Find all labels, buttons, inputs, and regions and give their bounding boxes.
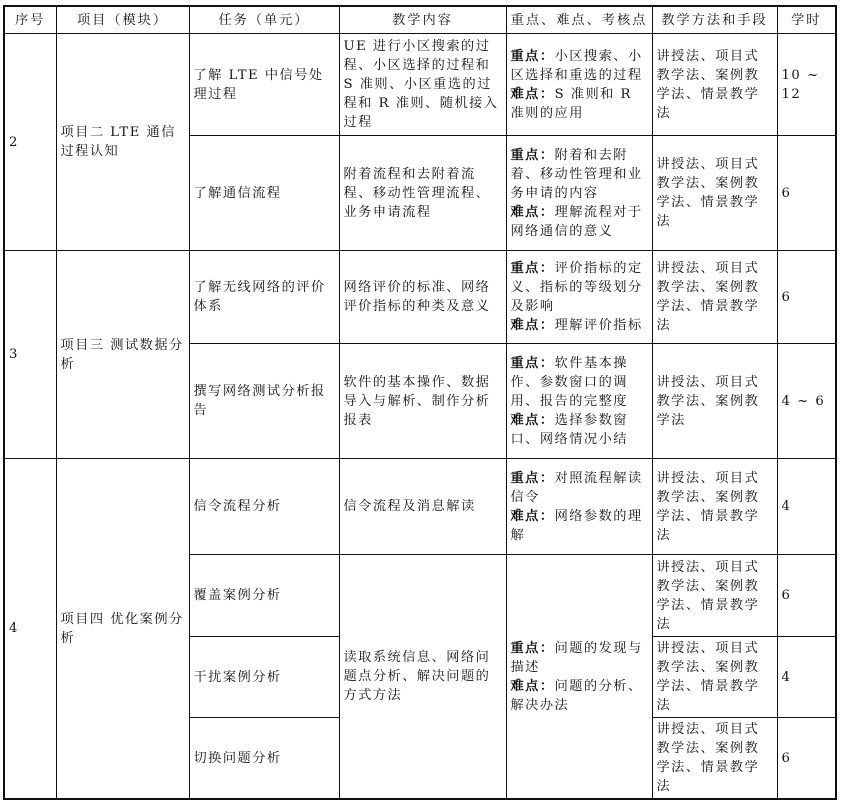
project-cell: 项目三 测试数据分析 — [56, 251, 189, 459]
keypoints-cell — [506, 251, 652, 344]
content-cell: 信令流程及消息解读 — [339, 459, 506, 555]
table-row — [4, 459, 836, 555]
course-table — [3, 5, 837, 800]
key-text: 问题的发现与描述 — [510, 640, 643, 675]
header-hours: 学时 — [777, 6, 836, 34]
method-cell: 讲授法、项目式教学法、案例教学法、情景教学法 — [652, 459, 777, 555]
hours-cell: 4 — [777, 637, 836, 718]
hours-cell: 6 — [777, 251, 836, 344]
difficulty-text: S 准则和 R 准则的应用 — [510, 86, 632, 121]
project-cell: 项目四 优化案例分析 — [56, 459, 189, 800]
difficulty-text: 理解流程对于网络通信的意义 — [510, 204, 643, 239]
difficulty-label: 难点： — [510, 318, 555, 333]
hours-cell: 6 — [777, 136, 836, 251]
table-row — [4, 251, 836, 344]
task-cell: 了解 LTE 中信号处理过程 — [189, 34, 339, 136]
key-label: 重点： — [510, 355, 555, 371]
method-cell: 讲授法、项目式教学法、案例教学法、情景教学法 — [652, 718, 777, 800]
task-cell: 切换问题分析 — [189, 718, 339, 800]
task-cell: 信令流程分析 — [189, 459, 339, 555]
keypoints-cell — [506, 34, 652, 136]
task-cell: 了解通信流程 — [189, 136, 339, 251]
header-project: 项目（模块） — [56, 6, 189, 34]
key-label: 重点： — [510, 640, 555, 656]
header-seq: 序号 — [4, 6, 56, 34]
method-cell: 讲授法、项目式教学法、案例教学法 — [652, 344, 777, 459]
difficulty-text: 选择参数窗口、网络情况小结 — [510, 412, 628, 447]
task-cell: 干扰案例分析 — [189, 637, 339, 718]
key-label: 重点： — [510, 48, 555, 64]
hours-cell: 4 ~ 6 — [777, 344, 836, 459]
difficulty-text: 问题的分析、解决办法 — [510, 678, 643, 713]
difficulty-label: 难点： — [510, 412, 555, 428]
table-row — [4, 34, 836, 136]
method-cell: 讲授法、项目式教学法、案例教学法、情景教学法 — [652, 637, 777, 718]
key-label: 重点： — [510, 470, 555, 486]
header-keypoints: 重点、难点、考核点 — [506, 6, 652, 34]
task-cell: 了解无线网络的评价体系 — [189, 251, 339, 344]
keypoints-cell — [506, 459, 652, 555]
project-cell: 项目二 LTE 通信过程认知 — [56, 34, 189, 251]
hours-cell: 4 — [777, 459, 836, 555]
content-cell: 读取系统信息、网络问题点分析、解决问题的方式方法 — [339, 555, 506, 800]
seq-cell: 2 — [4, 34, 56, 251]
header-method: 教学方法和手段 — [652, 6, 777, 34]
hours-cell: 10 ~ 12 — [777, 34, 836, 136]
method-cell: 讲授法、项目式教学法、案例教学法、情景教学法 — [652, 555, 777, 637]
method-cell: 讲授法、项目式教学法、案例教学法、情景教学法 — [652, 136, 777, 251]
header-row — [4, 6, 836, 34]
keypoints-cell — [506, 555, 652, 800]
method-cell: 讲授法、项目式教学法、案例教学法、情景教学法 — [652, 251, 777, 344]
key-label: 重点： — [510, 261, 555, 276]
seq-cell: 3 — [4, 251, 56, 459]
method-cell: 讲授法、项目式教学法、案例教学法、情景教学法 — [652, 34, 777, 136]
header-content: 教学内容 — [339, 6, 506, 34]
task-cell: 覆盖案例分析 — [189, 555, 339, 637]
difficulty-label: 难点： — [510, 204, 555, 220]
content-cell: 附着流程和去附着流程、移动性管理流程、业务申请流程 — [339, 136, 506, 251]
content-cell: 网络评价的标准、网络评价指标的种类及意义 — [339, 251, 506, 344]
key-text: 小区搜索、小区选择和重选的过程 — [510, 48, 643, 83]
hours-cell: 6 — [777, 718, 836, 800]
key-label: 重点： — [510, 147, 555, 163]
difficulty-text: 网络参数的理解 — [510, 508, 643, 543]
difficulty-label: 难点： — [510, 508, 555, 524]
difficulty-text: 理解评价指标 — [554, 318, 643, 333]
content-cell: UE 进行小区搜索的过程、小区选择的过程和 S 准则、小区重选的过程和 R 准则、随机接入过程 — [339, 34, 506, 136]
header-task: 任务（单元） — [189, 6, 339, 34]
key-text: 对照流程解读信令 — [510, 470, 643, 505]
hours-cell: 6 — [777, 555, 836, 637]
content-cell: 软件的基本操作、数据导入与解析、制作分析报表 — [339, 344, 506, 459]
task-cell: 撰写网络测试分析报告 — [189, 344, 339, 459]
keypoints-cell — [506, 136, 652, 251]
difficulty-label: 难点： — [510, 678, 555, 694]
key-text: 附着和去附着、移动性管理和业务申请的内容 — [510, 147, 643, 201]
seq-cell: 4 — [4, 459, 56, 800]
difficulty-label: 难点： — [510, 86, 555, 102]
key-text: 软件基本操作、参数窗口的调用、报告的完整度 — [510, 355, 628, 409]
keypoints-cell — [506, 344, 652, 459]
key-text: 评价指标的定义、指标的等级划分及影响 — [510, 261, 643, 314]
